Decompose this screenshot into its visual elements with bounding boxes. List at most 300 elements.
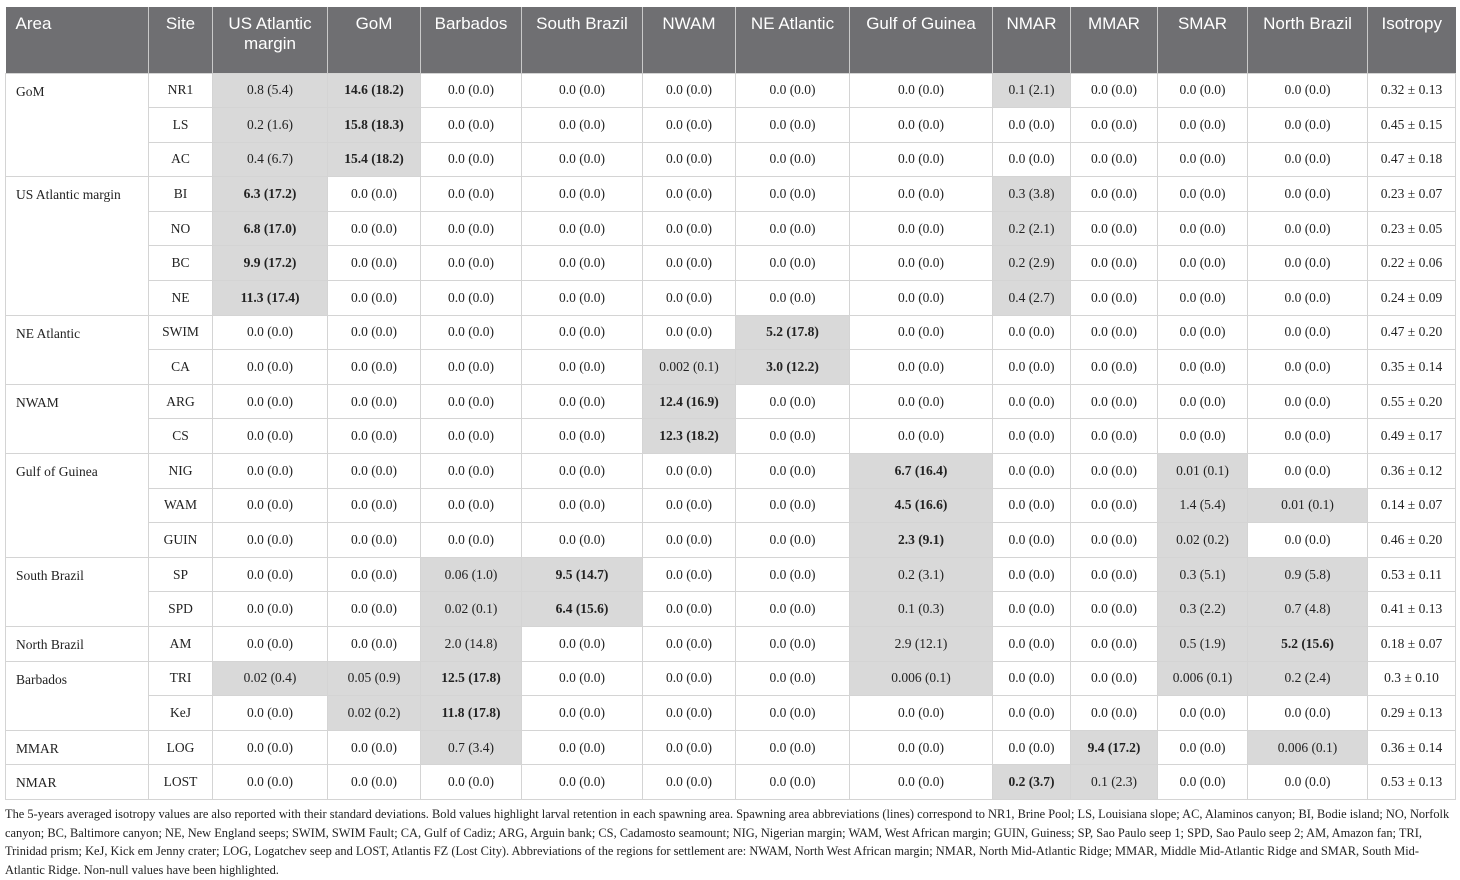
value-cell: 0.2 (3.1): [850, 557, 993, 592]
table-row: [6, 488, 1456, 523]
area-cell: US Atlantic margin: [6, 177, 149, 315]
value-cell: 0.0 (0.0): [421, 765, 522, 800]
value-cell: 0.0 (0.0): [1248, 108, 1368, 143]
value-cell: 0.0 (0.0): [850, 730, 993, 765]
value-cell: 0.0 (0.0): [993, 350, 1071, 385]
value-cell: 0.0 (0.0): [213, 557, 328, 592]
value-cell: 0.0 (0.0): [213, 765, 328, 800]
value-cell: 0.0 (0.0): [421, 177, 522, 212]
value-cell: 0.0 (0.0): [522, 350, 643, 385]
table-row: [6, 211, 1456, 246]
value-cell: 3.0 (12.2): [736, 350, 850, 385]
column-header-site: Site: [149, 7, 213, 73]
value-cell: 0.0 (0.0): [213, 488, 328, 523]
value-cell: 0.0 (0.0): [643, 211, 736, 246]
site-cell: SPD: [149, 592, 213, 627]
value-cell: 0.0 (0.0): [1248, 73, 1368, 108]
value-cell: 12.4 (16.9): [643, 384, 736, 419]
site-cell: NO: [149, 211, 213, 246]
table-row: [6, 419, 1456, 454]
value-cell: 0.0 (0.0): [1158, 419, 1248, 454]
value-cell: 0.0 (0.0): [643, 696, 736, 731]
value-cell: 0.0 (0.0): [421, 384, 522, 419]
value-cell: 0.0 (0.0): [421, 108, 522, 143]
value-cell: 0.0 (0.0): [736, 765, 850, 800]
value-cell: 0.0 (0.0): [1071, 454, 1158, 489]
column-header-nmar: NMAR: [993, 7, 1071, 73]
site-cell: TRI: [149, 661, 213, 696]
value-cell: 0.0 (0.0): [1248, 315, 1368, 350]
value-cell: 0.0 (0.0): [522, 765, 643, 800]
value-cell: 0.0 (0.0): [850, 696, 993, 731]
value-cell: 0.7 (3.4): [421, 730, 522, 765]
value-cell: 0.0 (0.0): [850, 142, 993, 177]
column-header-gom: GoM: [328, 7, 421, 73]
value-cell: 0.0 (0.0): [328, 315, 421, 350]
value-cell: 0.0 (0.0): [850, 281, 993, 316]
isotropy-cell: 0.14 ± 0.07: [1368, 488, 1456, 523]
column-header-mmar: MMAR: [1071, 7, 1158, 73]
value-cell: 0.0 (0.0): [643, 765, 736, 800]
isotropy-cell: 0.53 ± 0.11: [1368, 557, 1456, 592]
value-cell: 0.0 (0.0): [421, 246, 522, 281]
area-cell: Gulf of Guinea: [6, 454, 149, 558]
value-cell: 0.0 (0.0): [1158, 315, 1248, 350]
value-cell: 0.0 (0.0): [1248, 765, 1368, 800]
value-cell: 0.0 (0.0): [522, 315, 643, 350]
value-cell: 0.0 (0.0): [421, 281, 522, 316]
value-cell: 0.0 (0.0): [993, 523, 1071, 558]
value-cell: 0.0 (0.0): [1071, 557, 1158, 592]
table-row: [6, 177, 1456, 212]
table-footnote: The 5-years averaged isotropy values are also reported with their standard deviations. Bold values highlight larval retention in each spawning area. Spawning area abbreviations (lines) correspond to NR1, Brine Pool; LS, Louisiana slope; AC, Alaminos canyon; BI, Bodie island; NO, Norfolk canyon; BC, Baltimore canyon; NE, New England seeps; SWIM, SWIM Fault; CA, Gulf of Cadiz; ARG, Arguin bank; CS, Cadamosto seamount; NIG, Nigerian margin; WAM, West African margin; GUIN, Guiness; SP, Sao Paulo seep 1; SPD, Sao Paulo seep 2; AM, Amazon fan; TRI, Trinidad prism; KeJ, Kick em Jenny crater; LOG, Logatchev seep and LOST, Atlantis FZ (Lost City). Abbreviations of the regions for settlement are: NWAM, North West African margin; NMAR, North Mid-Atlantic Ridge; MMAR, Middle Mid-Atlantic Ridge and SMAR, South Mid-Atlantic Ridge. Non-null values have been highlighted.: [5, 807, 1450, 877]
site-cell: LOG: [149, 730, 213, 765]
value-cell: 0.06 (1.0): [421, 557, 522, 592]
value-cell: 0.3 (3.8): [993, 177, 1071, 212]
value-cell: 0.0 (0.0): [328, 557, 421, 592]
column-header-barbados: Barbados: [421, 7, 522, 73]
isotropy-cell: 0.46 ± 0.20: [1368, 523, 1456, 558]
value-cell: 0.0 (0.0): [1071, 488, 1158, 523]
value-cell: 0.0 (0.0): [993, 627, 1071, 662]
table-row: [6, 281, 1456, 316]
value-cell: 11.3 (17.4): [213, 281, 328, 316]
value-cell: 0.0 (0.0): [328, 246, 421, 281]
value-cell: 0.0 (0.0): [328, 627, 421, 662]
value-cell: 0.0 (0.0): [1248, 211, 1368, 246]
value-cell: 0.4 (6.7): [213, 142, 328, 177]
value-cell: 0.01 (0.1): [1158, 454, 1248, 489]
value-cell: 0.0 (0.0): [1071, 419, 1158, 454]
value-cell: 0.0 (0.0): [1248, 523, 1368, 558]
value-cell: 0.0 (0.0): [643, 142, 736, 177]
isotropy-cell: 0.22 ± 0.06: [1368, 246, 1456, 281]
value-cell: 2.9 (12.1): [850, 627, 993, 662]
value-cell: 0.0 (0.0): [736, 142, 850, 177]
column-header-south-brazil: South Brazil: [522, 7, 643, 73]
isotropy-cell: 0.36 ± 0.12: [1368, 454, 1456, 489]
isotropy-cell: 0.3 ± 0.10: [1368, 661, 1456, 696]
value-cell: 0.0 (0.0): [736, 523, 850, 558]
value-cell: 4.5 (16.6): [850, 488, 993, 523]
value-cell: 0.0 (0.0): [522, 384, 643, 419]
value-cell: 0.0 (0.0): [1071, 177, 1158, 212]
value-cell: 0.0 (0.0): [1158, 177, 1248, 212]
site-cell: ARG: [149, 384, 213, 419]
value-cell: 11.8 (17.8): [421, 696, 522, 731]
value-cell: 0.4 (2.7): [993, 281, 1071, 316]
isotropy-cell: 0.53 ± 0.13: [1368, 765, 1456, 800]
value-cell: 0.0 (0.0): [736, 211, 850, 246]
value-cell: 0.0 (0.0): [328, 765, 421, 800]
value-cell: 0.0 (0.0): [736, 108, 850, 143]
isotropy-cell: 0.24 ± 0.09: [1368, 281, 1456, 316]
value-cell: 15.8 (18.3): [328, 108, 421, 143]
value-cell: 0.0 (0.0): [522, 177, 643, 212]
value-cell: 0.5 (1.9): [1158, 627, 1248, 662]
table-row: [6, 592, 1456, 627]
value-cell: 0.0 (0.0): [522, 627, 643, 662]
table-row: [6, 315, 1456, 350]
value-cell: 0.02 (0.2): [328, 696, 421, 731]
value-cell: 0.0 (0.0): [1158, 73, 1248, 108]
value-cell: 0.0 (0.0): [850, 177, 993, 212]
value-cell: 0.0 (0.0): [993, 696, 1071, 731]
value-cell: 0.0 (0.0): [421, 211, 522, 246]
value-cell: 0.0 (0.0): [643, 523, 736, 558]
value-cell: 0.0 (0.0): [328, 419, 421, 454]
site-cell: CS: [149, 419, 213, 454]
value-cell: 0.0 (0.0): [421, 523, 522, 558]
value-cell: 0.0 (0.0): [522, 730, 643, 765]
value-cell: 0.0 (0.0): [421, 454, 522, 489]
value-cell: 0.2 (2.9): [993, 246, 1071, 281]
value-cell: 0.0 (0.0): [1158, 108, 1248, 143]
value-cell: 0.006 (0.1): [1158, 661, 1248, 696]
table-row: [6, 454, 1456, 489]
site-cell: LOST: [149, 765, 213, 800]
isotropy-cell: 0.32 ± 0.13: [1368, 73, 1456, 108]
value-cell: 0.0 (0.0): [421, 350, 522, 385]
site-cell: KeJ: [149, 696, 213, 731]
site-cell: AM: [149, 627, 213, 662]
value-cell: 0.0 (0.0): [736, 384, 850, 419]
value-cell: 0.0 (0.0): [328, 350, 421, 385]
value-cell: 0.0 (0.0): [850, 350, 993, 385]
value-cell: 0.0 (0.0): [328, 592, 421, 627]
column-header-ne-atlantic: NE Atlantic: [736, 7, 850, 73]
value-cell: 1.4 (5.4): [1158, 488, 1248, 523]
column-header-isotropy: Isotropy: [1368, 7, 1456, 73]
value-cell: 0.0 (0.0): [1071, 592, 1158, 627]
value-cell: 0.0 (0.0): [1071, 108, 1158, 143]
table-row: [6, 557, 1456, 592]
value-cell: 0.0 (0.0): [1248, 246, 1368, 281]
value-cell: 0.0 (0.0): [993, 419, 1071, 454]
value-cell: 0.05 (0.9): [328, 661, 421, 696]
site-cell: BI: [149, 177, 213, 212]
value-cell: 0.0 (0.0): [850, 246, 993, 281]
value-cell: 0.0 (0.0): [993, 730, 1071, 765]
table-row: [6, 73, 1456, 108]
value-cell: 0.0 (0.0): [1071, 384, 1158, 419]
value-cell: 0.9 (5.8): [1248, 557, 1368, 592]
column-header-gulf-of-guinea: Gulf of Guinea: [850, 7, 993, 73]
value-cell: 0.01 (0.1): [1248, 488, 1368, 523]
value-cell: 0.0 (0.0): [421, 419, 522, 454]
value-cell: 0.0 (0.0): [736, 627, 850, 662]
value-cell: 0.0 (0.0): [1158, 246, 1248, 281]
value-cell: 0.0 (0.0): [421, 315, 522, 350]
table-row: [6, 142, 1456, 177]
value-cell: 0.0 (0.0): [1071, 661, 1158, 696]
value-cell: 0.0 (0.0): [1158, 384, 1248, 419]
value-cell: 0.0 (0.0): [643, 592, 736, 627]
value-cell: 0.3 (2.2): [1158, 592, 1248, 627]
value-cell: 0.0 (0.0): [993, 108, 1071, 143]
connectivity-table: [5, 7, 1456, 800]
table-row: [6, 765, 1456, 800]
value-cell: 0.0 (0.0): [213, 523, 328, 558]
value-cell: 0.3 (5.1): [1158, 557, 1248, 592]
site-cell: LS: [149, 108, 213, 143]
value-cell: 0.0 (0.0): [213, 350, 328, 385]
value-cell: 0.0 (0.0): [522, 73, 643, 108]
site-cell: BC: [149, 246, 213, 281]
value-cell: 0.0 (0.0): [1158, 281, 1248, 316]
value-cell: 0.1 (2.3): [1071, 765, 1158, 800]
site-cell: GUIN: [149, 523, 213, 558]
value-cell: 0.0 (0.0): [1071, 246, 1158, 281]
value-cell: 0.0 (0.0): [1158, 350, 1248, 385]
value-cell: 0.0 (0.0): [736, 557, 850, 592]
value-cell: 0.0 (0.0): [1248, 696, 1368, 731]
value-cell: 0.0 (0.0): [522, 523, 643, 558]
value-cell: 0.0 (0.0): [328, 523, 421, 558]
value-cell: 0.0 (0.0): [1158, 696, 1248, 731]
value-cell: 9.5 (14.7): [522, 557, 643, 592]
table-row: [6, 696, 1456, 731]
value-cell: 0.0 (0.0): [643, 454, 736, 489]
value-cell: 0.1 (2.1): [993, 73, 1071, 108]
area-cell: MMAR: [6, 730, 149, 765]
value-cell: 0.2 (2.4): [1248, 661, 1368, 696]
area-cell: NE Atlantic: [6, 315, 149, 384]
value-cell: 0.0 (0.0): [1158, 765, 1248, 800]
column-header-nwam: NWAM: [643, 7, 736, 73]
column-header-smar: SMAR: [1158, 7, 1248, 73]
area-cell: NWAM: [6, 384, 149, 453]
value-cell: 0.0 (0.0): [1248, 177, 1368, 212]
value-cell: 12.5 (17.8): [421, 661, 522, 696]
value-cell: 0.0 (0.0): [522, 246, 643, 281]
value-cell: 0.0 (0.0): [736, 177, 850, 212]
table-row: [6, 384, 1456, 419]
value-cell: 0.0 (0.0): [1071, 73, 1158, 108]
value-cell: 0.0 (0.0): [643, 73, 736, 108]
site-cell: SWIM: [149, 315, 213, 350]
value-cell: 0.0 (0.0): [213, 730, 328, 765]
value-cell: 0.0 (0.0): [522, 211, 643, 246]
value-cell: 0.0 (0.0): [522, 108, 643, 143]
value-cell: 0.0 (0.0): [522, 696, 643, 731]
value-cell: 0.0 (0.0): [736, 488, 850, 523]
site-cell: NIG: [149, 454, 213, 489]
value-cell: 0.0 (0.0): [1248, 142, 1368, 177]
value-cell: 2.3 (9.1): [850, 523, 993, 558]
value-cell: 0.0 (0.0): [1071, 315, 1158, 350]
value-cell: 0.0 (0.0): [1071, 281, 1158, 316]
value-cell: 0.0 (0.0): [643, 557, 736, 592]
value-cell: 0.0 (0.0): [328, 454, 421, 489]
column-header-us-atlantic-margin: US Atlantic margin: [213, 7, 328, 73]
value-cell: 0.0 (0.0): [1248, 350, 1368, 385]
isotropy-cell: 0.23 ± 0.07: [1368, 177, 1456, 212]
site-cell: NR1: [149, 73, 213, 108]
value-cell: 0.02 (0.2): [1158, 523, 1248, 558]
site-cell: SP: [149, 557, 213, 592]
value-cell: 0.0 (0.0): [643, 661, 736, 696]
value-cell: 6.3 (17.2): [213, 177, 328, 212]
value-cell: 0.0 (0.0): [1071, 211, 1158, 246]
value-cell: 0.0 (0.0): [993, 384, 1071, 419]
isotropy-cell: 0.35 ± 0.14: [1368, 350, 1456, 385]
value-cell: 0.0 (0.0): [1158, 730, 1248, 765]
value-cell: 0.0 (0.0): [643, 281, 736, 316]
value-cell: 0.0 (0.0): [213, 419, 328, 454]
value-cell: 0.002 (0.1): [643, 350, 736, 385]
value-cell: 0.0 (0.0): [1071, 696, 1158, 731]
value-cell: 0.0 (0.0): [850, 315, 993, 350]
column-header-north-brazil: North Brazil: [1248, 7, 1368, 73]
value-cell: 0.0 (0.0): [993, 557, 1071, 592]
value-cell: 0.0 (0.0): [736, 281, 850, 316]
value-cell: 0.0 (0.0): [850, 73, 993, 108]
value-cell: 0.0 (0.0): [1158, 142, 1248, 177]
value-cell: 0.2 (2.1): [993, 211, 1071, 246]
value-cell: 0.0 (0.0): [1158, 211, 1248, 246]
value-cell: 0.0 (0.0): [213, 454, 328, 489]
value-cell: 0.0 (0.0): [850, 765, 993, 800]
value-cell: 0.0 (0.0): [643, 730, 736, 765]
value-cell: 0.0 (0.0): [1248, 454, 1368, 489]
site-cell: CA: [149, 350, 213, 385]
value-cell: 9.4 (17.2): [1071, 730, 1158, 765]
value-cell: 0.0 (0.0): [213, 696, 328, 731]
value-cell: 0.02 (0.4): [213, 661, 328, 696]
value-cell: 0.006 (0.1): [1248, 730, 1368, 765]
table-row: [6, 730, 1456, 765]
isotropy-cell: 0.23 ± 0.05: [1368, 211, 1456, 246]
value-cell: 0.0 (0.0): [213, 315, 328, 350]
value-cell: 0.0 (0.0): [522, 454, 643, 489]
value-cell: 0.0 (0.0): [736, 592, 850, 627]
value-cell: 0.0 (0.0): [1071, 142, 1158, 177]
value-cell: 0.0 (0.0): [993, 592, 1071, 627]
value-cell: 0.0 (0.0): [421, 73, 522, 108]
value-cell: 0.0 (0.0): [1248, 281, 1368, 316]
value-cell: 0.0 (0.0): [328, 281, 421, 316]
value-cell: 0.0 (0.0): [736, 696, 850, 731]
value-cell: 0.0 (0.0): [522, 488, 643, 523]
value-cell: 0.0 (0.0): [213, 592, 328, 627]
value-cell: 0.0 (0.0): [993, 454, 1071, 489]
column-header-area: Area: [6, 7, 149, 73]
isotropy-cell: 0.47 ± 0.18: [1368, 142, 1456, 177]
value-cell: 0.02 (0.1): [421, 592, 522, 627]
table-row: [6, 523, 1456, 558]
isotropy-cell: 0.29 ± 0.13: [1368, 696, 1456, 731]
value-cell: 6.8 (17.0): [213, 211, 328, 246]
site-cell: WAM: [149, 488, 213, 523]
value-cell: 0.0 (0.0): [993, 488, 1071, 523]
value-cell: 2.0 (14.8): [421, 627, 522, 662]
value-cell: 0.0 (0.0): [421, 488, 522, 523]
site-cell: AC: [149, 142, 213, 177]
value-cell: 0.0 (0.0): [1248, 419, 1368, 454]
value-cell: 0.0 (0.0): [522, 142, 643, 177]
value-cell: 12.3 (18.2): [643, 419, 736, 454]
value-cell: 0.0 (0.0): [643, 315, 736, 350]
isotropy-cell: 0.36 ± 0.14: [1368, 730, 1456, 765]
value-cell: 0.0 (0.0): [993, 315, 1071, 350]
value-cell: 14.6 (18.2): [328, 73, 421, 108]
value-cell: 0.0 (0.0): [850, 108, 993, 143]
isotropy-cell: 0.49 ± 0.17: [1368, 419, 1456, 454]
value-cell: 0.2 (3.7): [993, 765, 1071, 800]
value-cell: 0.1 (0.3): [850, 592, 993, 627]
value-cell: 0.0 (0.0): [736, 73, 850, 108]
value-cell: 5.2 (15.6): [1248, 627, 1368, 662]
value-cell: 0.2 (1.6): [213, 108, 328, 143]
value-cell: 0.0 (0.0): [328, 211, 421, 246]
table-row: [6, 246, 1456, 281]
value-cell: 0.0 (0.0): [850, 419, 993, 454]
table-container: [5, 7, 1455, 800]
value-cell: 9.9 (17.2): [213, 246, 328, 281]
value-cell: 0.0 (0.0): [643, 108, 736, 143]
value-cell: 0.0 (0.0): [328, 730, 421, 765]
value-cell: 0.006 (0.1): [850, 661, 993, 696]
value-cell: 0.0 (0.0): [1248, 384, 1368, 419]
value-cell: 0.0 (0.0): [993, 661, 1071, 696]
value-cell: 0.0 (0.0): [736, 730, 850, 765]
value-cell: 0.0 (0.0): [736, 419, 850, 454]
isotropy-cell: 0.41 ± 0.13: [1368, 592, 1456, 627]
value-cell: 0.0 (0.0): [736, 454, 850, 489]
value-cell: 0.0 (0.0): [421, 142, 522, 177]
value-cell: 0.0 (0.0): [850, 211, 993, 246]
value-cell: 0.0 (0.0): [522, 419, 643, 454]
value-cell: 0.7 (4.8): [1248, 592, 1368, 627]
value-cell: 0.0 (0.0): [1071, 350, 1158, 385]
area-cell: NMAR: [6, 765, 149, 800]
area-cell: North Brazil: [6, 627, 149, 662]
value-cell: 0.0 (0.0): [1071, 627, 1158, 662]
isotropy-cell: 0.55 ± 0.20: [1368, 384, 1456, 419]
value-cell: 0.0 (0.0): [328, 177, 421, 212]
value-cell: 0.0 (0.0): [213, 384, 328, 419]
value-cell: 5.2 (17.8): [736, 315, 850, 350]
isotropy-cell: 0.47 ± 0.20: [1368, 315, 1456, 350]
value-cell: 0.0 (0.0): [736, 661, 850, 696]
value-cell: 0.8 (5.4): [213, 73, 328, 108]
isotropy-cell: 0.18 ± 0.07: [1368, 627, 1456, 662]
value-cell: 6.7 (16.4): [850, 454, 993, 489]
value-cell: 15.4 (18.2): [328, 142, 421, 177]
area-cell: Barbados: [6, 661, 149, 730]
value-cell: 0.0 (0.0): [993, 142, 1071, 177]
